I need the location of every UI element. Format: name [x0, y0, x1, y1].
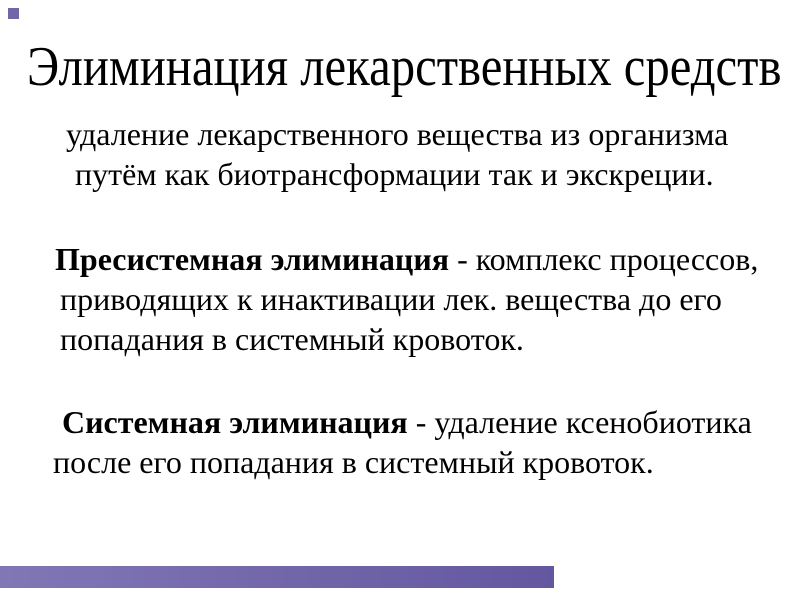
slide-title: Элиминация лекарственных средств: [27, 36, 782, 98]
intro-line-2: путём как биотрансформации так и экскреции.: [75, 156, 714, 192]
presystemic-line-3: попадания в системный кровоток.: [60, 321, 524, 357]
systemic-paragraph: [53, 402, 752, 482]
presystemic-paragraph: [55, 239, 758, 359]
corner-accent-square: [8, 8, 19, 19]
presystemic-line-2: приводящих к инактивации лек. вещества до его: [60, 281, 722, 317]
presystemic-term: Пресистемная элиминация: [55, 241, 450, 277]
systemic-line-1: [53, 402, 752, 442]
presystemic-line-1-rest: - комплекс процессов,: [449, 241, 759, 277]
presystemic-line-1: [55, 239, 758, 279]
intro-paragraph: [66, 114, 728, 194]
intro-line-1: удаление лекарственного вещества из организма: [66, 116, 729, 152]
systemic-line-2: после его попадания в системный кровоток.: [53, 444, 654, 480]
bottom-accent-bar: [0, 566, 554, 588]
systemic-term: Системная элиминация: [62, 404, 408, 440]
systemic-line-1-rest: - удаление ксенобиотика: [407, 404, 752, 440]
